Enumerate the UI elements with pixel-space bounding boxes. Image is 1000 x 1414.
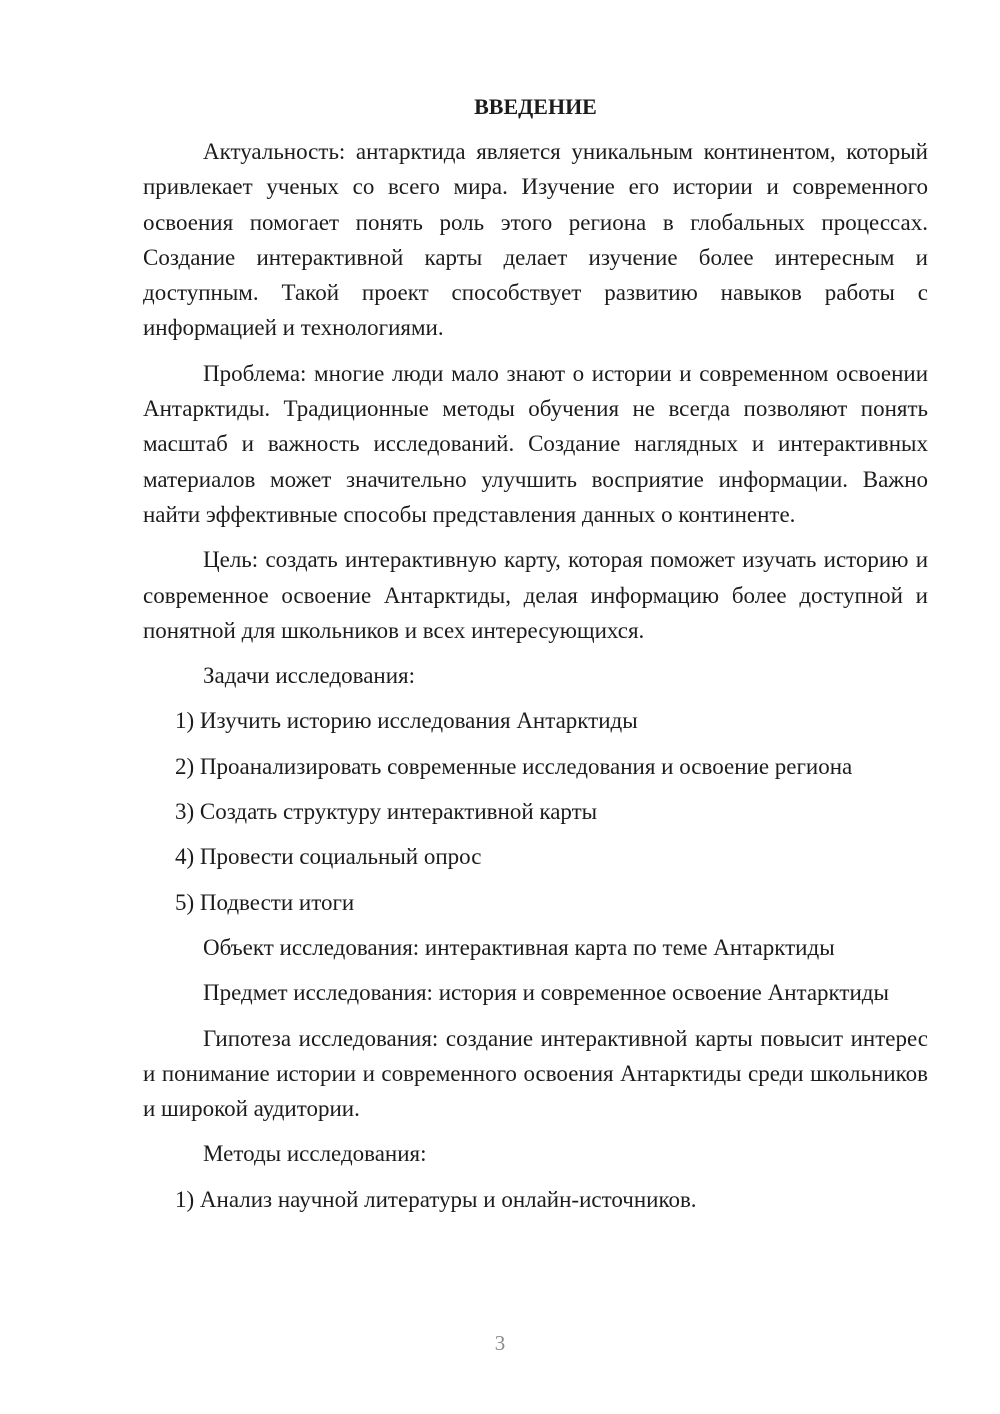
task-item: 1) Изучить историю исследования Антарктиды — [175, 708, 638, 734]
methods-heading: Методы исследования: — [203, 1141, 427, 1167]
relevance-paragraph: Актуальность: антарктида является уникальным континентом, который привлекает ученых со всего мира. Изучение его истории и современного освоения помогает понять роль этого региона в глобальных процессах. Создание интерактивной карты делает изучение более интересным и доступным. Такой проект способствует развитию навыков работы с информацией и технологиями. — [143, 139, 928, 341]
problem-paragraph: Проблема: многие люди мало знают о истории и современном освоении Антарктиды. Традиционные методы обучения не всегда позволяют понять масштаб и важность исследований. Создание наглядных и интерактивных материалов может значительно улучшить восприятие информации. Важно найти эффективные способы представления данных о континенте. — [143, 360, 928, 527]
hypothesis-paragraph: Гипотеза исследования: создание интерактивной карты повысит интерес и понимание истории и современного освоения Антарктиды среди школьников и широкой аудитории. — [143, 1025, 928, 1122]
page-title: ВВЕДЕНИЕ — [474, 94, 597, 119]
page-number: 3 — [494, 1331, 506, 1355]
goal-paragraph: Цель: создать интерактивную карту, которая поможет изучать историю и современное освоение Антарктиды, делая информацию более доступной и понятной для школьников и всех интересующихся. — [143, 547, 928, 643]
document-page — [143, 92, 928, 1227]
task-item: 3) Создать структуру интерактивной карты — [175, 799, 598, 825]
tasks-heading: Задачи исследования: — [203, 663, 416, 689]
task-item: 4) Провести социальный опрос — [175, 844, 482, 870]
task-item: 2) Проанализировать современные исследования и освоение региона — [175, 753, 853, 779]
subject-paragraph: Предмет исследования: история и современное освоение Антарктиды — [203, 980, 889, 1006]
method-item: 1) Анализ научной литературы и онлайн-источников. — [175, 1186, 697, 1212]
object-paragraph: Объект исследования: интерактивная карта по теме Антарктиды — [203, 934, 835, 960]
task-item: 5) Подвести итоги — [175, 889, 355, 915]
